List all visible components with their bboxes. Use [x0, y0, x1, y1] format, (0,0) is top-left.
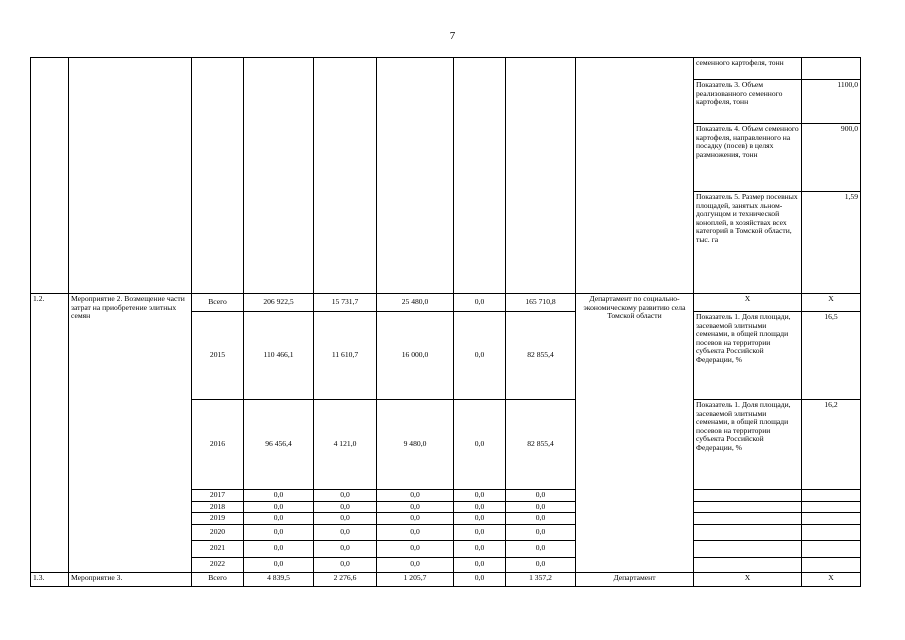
measure-row-total [31, 572, 861, 586]
ext-cell: 1 357,2 [506, 572, 576, 586]
total-cell: 96 456,4 [244, 400, 314, 490]
indicator-value [802, 557, 861, 572]
cont-loc-cell [454, 58, 506, 294]
measure-name: Мероприятие 2. Возмещение части затрат на приобретение элитных семян [69, 294, 192, 573]
indicator-value: 16,2 [802, 400, 861, 490]
loc-cell: 0,0 [454, 400, 506, 490]
ext-cell: 165 710,8 [506, 294, 576, 312]
cont-ext-cell [506, 58, 576, 294]
year-cell: 2020 [192, 524, 244, 540]
fed-cell: 11 610,7 [314, 312, 377, 400]
indicator-text: X [694, 572, 802, 586]
indicator-text [694, 490, 802, 502]
reg-cell: 0,0 [377, 524, 454, 540]
loc-cell: 0,0 [454, 501, 506, 513]
loc-cell: 0,0 [454, 490, 506, 502]
indicator-value [802, 58, 861, 80]
fed-cell: 0,0 [314, 490, 377, 502]
ext-cell: 0,0 [506, 557, 576, 572]
indicator-value: 900,0 [802, 124, 861, 192]
responsible-cell: Департамент [576, 572, 694, 586]
indicator-value [802, 540, 861, 557]
loc-cell: 0,0 [454, 557, 506, 572]
indicator-value: X [802, 572, 861, 586]
reg-cell: 9 480,0 [377, 400, 454, 490]
reg-cell: 1 205,7 [377, 572, 454, 586]
total-cell: 0,0 [244, 540, 314, 557]
ext-cell: 0,0 [506, 524, 576, 540]
fed-cell: 2 276,6 [314, 572, 377, 586]
indicator-value [802, 524, 861, 540]
year-cell: 2015 [192, 312, 244, 400]
total-cell: 0,0 [244, 501, 314, 513]
total-cell: 0,0 [244, 557, 314, 572]
indicator-text [694, 513, 802, 525]
total-cell: 0,0 [244, 490, 314, 502]
reg-cell: 0,0 [377, 540, 454, 557]
cont-reg-cell [377, 58, 454, 294]
year-cell: 2019 [192, 513, 244, 525]
fed-cell: 0,0 [314, 540, 377, 557]
measure-row-total [31, 294, 861, 312]
reg-cell: 0,0 [377, 557, 454, 572]
total-cell: 0,0 [244, 524, 314, 540]
year-cell: Всего [192, 572, 244, 586]
indicator-text [694, 540, 802, 557]
fed-cell: 15 731,7 [314, 294, 377, 312]
fed-cell: 4 121,0 [314, 400, 377, 490]
reg-cell: 25 480,0 [377, 294, 454, 312]
fed-cell: 0,0 [314, 501, 377, 513]
loc-cell: 0,0 [454, 513, 506, 525]
loc-cell: 0,0 [454, 572, 506, 586]
fed-cell: 0,0 [314, 557, 377, 572]
indicator-text [694, 501, 802, 513]
reg-cell: 16 000,0 [377, 312, 454, 400]
cont-number-cell [31, 58, 69, 294]
loc-cell: 0,0 [454, 524, 506, 540]
measure-number: 1.3. [31, 572, 69, 586]
reg-cell: 0,0 [377, 513, 454, 525]
year-cell: 2018 [192, 501, 244, 513]
year-cell: Всего [192, 294, 244, 312]
indicator-text: Показатель 1. Доля площади, засеваемой элитными семенами, в общей площади посевов на территории субъекта Российской Федерации, % [694, 400, 802, 490]
year-cell: 2016 [192, 400, 244, 490]
fed-cell: 0,0 [314, 513, 377, 525]
indicator-value: 1100,0 [802, 80, 861, 124]
measure-number: 1.2. [31, 294, 69, 573]
total-cell: 0,0 [244, 513, 314, 525]
fed-cell: 0,0 [314, 524, 377, 540]
cont-resp-cell [576, 58, 694, 294]
indicator-text: Показатель 3. Объем реализованного семенного картофеля, тонн [694, 80, 802, 124]
reg-cell: 0,0 [377, 490, 454, 502]
continuation-row [31, 58, 861, 80]
ext-cell: 0,0 [506, 540, 576, 557]
indicator-text: Показатель 1. Доля площади, засеваемой элитными семенами, в общей площади посевов на территории субъекта Российской Федерации, % [694, 312, 802, 400]
loc-cell: 0,0 [454, 294, 506, 312]
indicator-text: семенного картофеля, тонн [694, 58, 802, 80]
indicator-value: 1,59 [802, 192, 861, 294]
cont-name-cell [69, 58, 192, 294]
ext-cell: 82 855,4 [506, 400, 576, 490]
indicator-text: Показатель 5. Размер посевных площадей, занятых льном-долгунцом и технической коноплей, в хозяйствах всех категорий в Томской области, тыс. га [694, 192, 802, 294]
indicator-value [802, 501, 861, 513]
total-cell: 206 922,5 [244, 294, 314, 312]
loc-cell: 0,0 [454, 312, 506, 400]
year-cell: 2022 [192, 557, 244, 572]
responsible-cell: Департамент по социально-экономическому развитию села Томской области [576, 294, 694, 573]
ext-cell: 0,0 [506, 501, 576, 513]
reg-cell: 0,0 [377, 501, 454, 513]
indicator-text: X [694, 294, 802, 312]
ext-cell: 0,0 [506, 490, 576, 502]
year-cell: 2021 [192, 540, 244, 557]
indicator-value [802, 513, 861, 525]
measure-name: Мероприятие 3. [69, 572, 192, 586]
indicator-text [694, 524, 802, 540]
loc-cell: 0,0 [454, 540, 506, 557]
indicator-value [802, 490, 861, 502]
page-number: 7 [449, 30, 456, 42]
indicator-text [694, 557, 802, 572]
cont-year-cell [192, 58, 244, 294]
year-cell: 2017 [192, 490, 244, 502]
total-cell: 110 466,1 [244, 312, 314, 400]
cont-fed-cell [314, 58, 377, 294]
cont-total-cell [244, 58, 314, 294]
indicator-value: X [802, 294, 861, 312]
indicator-text: Показатель 4. Объем семенного картофеля, направленного на посадку (посев) в целях размножения, тонн [694, 124, 802, 192]
total-cell: 4 839,5 [244, 572, 314, 586]
ext-cell: 0,0 [506, 513, 576, 525]
ext-cell: 82 855,4 [506, 312, 576, 400]
program-measures-table [30, 57, 861, 587]
indicator-value: 16,5 [802, 312, 861, 400]
